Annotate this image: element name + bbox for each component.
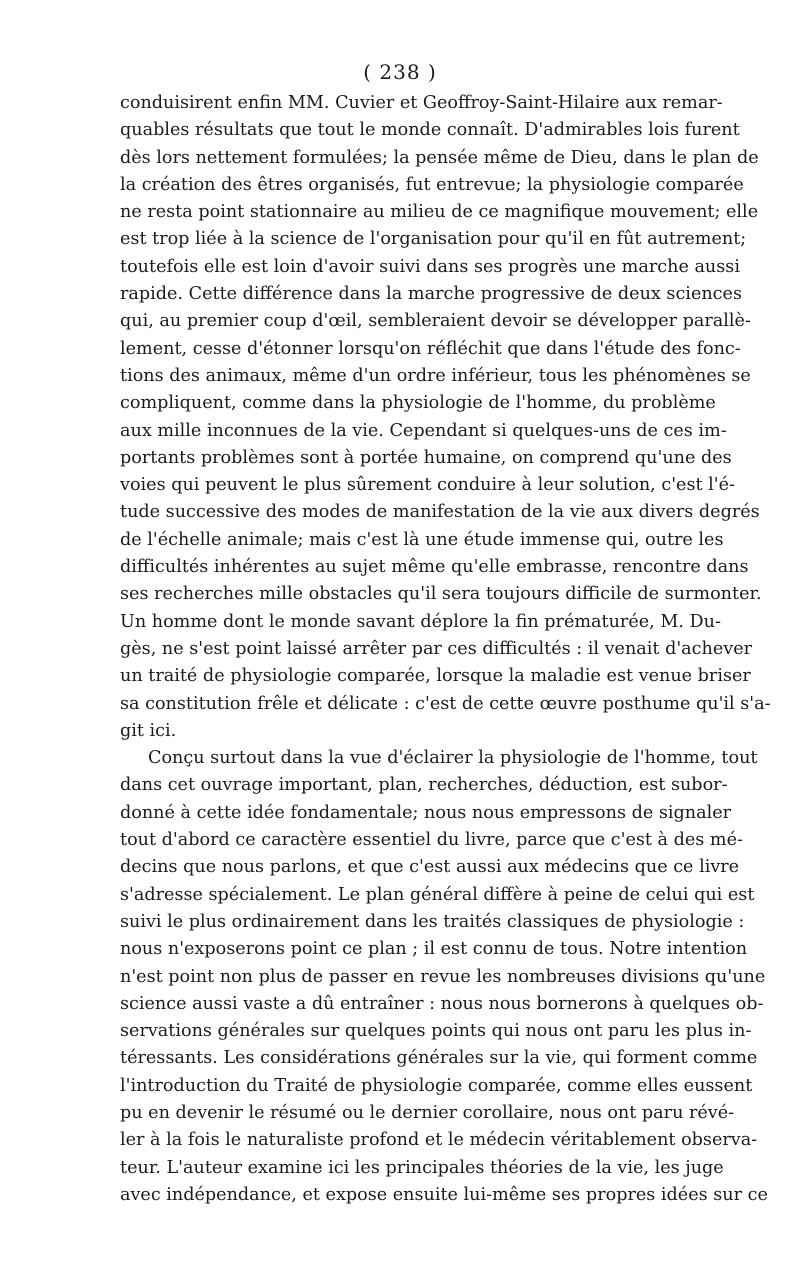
text-line: dans cet ouvrage important, plan, recherches, déduction, est subor-: [120, 775, 728, 796]
text-line: ses recherches mille obstacles qu'il sera toujours difficile de surmonter.: [120, 584, 762, 605]
text-line: un traité de physiologie comparée, lorsque la maladie est venue briser: [120, 666, 751, 687]
page-number: ( 238 ): [363, 60, 437, 84]
text-line: ler à la fois le naturaliste profond et le médecin véritablement observa-: [120, 1130, 758, 1151]
text-line: gès, ne s'est point laissé arrêter par ces difficultés : il venait d'achever: [120, 638, 753, 659]
text-line: n'est point non plus de passer en revue les nombreuses divisions qu'une: [120, 966, 766, 987]
text-line: Un homme dont le monde savant déplore la fin prématurée, M. Du-: [120, 611, 721, 632]
text-line: téressants. Les considérations générales sur la vie, qui forment comme: [120, 1048, 758, 1069]
text-line: tude successive des modes de manifestation de la vie aux divers degrés: [120, 502, 760, 523]
text-line: toutefois elle est loin d'avoir suivi dans ses progrès une marche aussi: [120, 256, 740, 277]
text-line: sa constitution frêle et délicate : c'est de cette œuvre posthume qu'il s'a-: [120, 693, 771, 714]
text-line: decins que nous parlons, et que c'est aussi aux médecins que ce livre: [120, 857, 740, 878]
text-line: dès lors nettement formulées; la pensée même de Dieu, dans le plan de: [120, 147, 759, 168]
text-line: tions des animaux, même d'un ordre inférieur, tous les phénomènes se: [120, 365, 751, 386]
text-line: Conçu surtout dans la vue d'éclairer la physiologie de l'homme, tout: [148, 748, 758, 769]
text-line: aux mille inconnues de la vie. Cependant si quelques-uns de ces im-: [120, 420, 727, 441]
text-line: servations générales sur quelques points qui nous ont paru les plus in-: [120, 1021, 752, 1042]
paragraph-2: [120, 745, 768, 1209]
text-line: qui, au premier coup d'œil, sembleraient devoir se développer parallè-: [120, 311, 751, 332]
text-line: science aussi vaste a dû entraîner : nous nous bornerons à quelques ob-: [120, 993, 764, 1014]
text-line: tout d'abord ce caractère essentiel du livre, parce que c'est à des mé-: [120, 830, 743, 851]
text-line: est trop liée à la science de l'organisation pour qu'il en fût autrement;: [120, 229, 747, 250]
text-line: difficultés inhérentes au sujet même qu'elle embrasse, rencontre dans: [120, 557, 749, 578]
text-line: git ici.: [120, 720, 177, 741]
text-line: compliquent, comme dans la physiologie de l'homme, du problème: [120, 393, 716, 414]
text-line: conduisirent enfin MM. Cuvier et Geoffroy-Saint-Hilaire aux remar-: [120, 93, 723, 113]
text-line: la création des êtres organisés, fut entrevue; la physiologie comparée: [120, 174, 744, 195]
body-text: [120, 90, 771, 1209]
text-line: suivi le plus ordinairement dans les traités classiques de physiologie :: [120, 911, 745, 932]
text-line: s'adresse spécialement. Le plan général diffère à peine de celui qui est: [120, 884, 755, 905]
text-line: rapide. Cette différence dans la marche progressive de deux sciences: [120, 284, 742, 305]
text-line: teur. L'auteur examine ici les principales théories de la vie, les juge: [120, 1157, 724, 1178]
text-line: l'introduction du Traité de physiologie comparée, comme elles eussent: [120, 1075, 753, 1096]
text-line: lement, cesse d'étonner lorsqu'on réfléchit que dans l'étude des fonc-: [120, 338, 741, 359]
text-line: ne resta point stationnaire au milieu de ce magnifique mouvement; elle: [120, 202, 759, 223]
text-line: quables résultats que tout le monde connaît. D'admirables lois furent: [120, 120, 740, 141]
text-line: voies qui peuvent le plus sûrement conduire à leur solution, c'est l'é-: [120, 475, 735, 496]
text-line: de l'échelle animale; mais c'est là une étude immense qui, outre les: [120, 529, 724, 550]
text-line: nous n'exposerons point ce plan ; il est connu de tous. Notre intention: [120, 939, 748, 960]
text-line: pu en devenir le résumé ou le dernier corollaire, nous ont paru révé-: [120, 1102, 735, 1123]
text-line: avec indépendance, et expose ensuite lui-même ses propres idées sur ce: [120, 1184, 768, 1205]
text-line: portants problèmes sont à portée humaine, on comprend qu'une des: [120, 447, 732, 468]
paragraph-1: [120, 90, 771, 745]
text-line: donné à cette idée fondamentale; nous nous empressons de signaler: [120, 802, 732, 823]
